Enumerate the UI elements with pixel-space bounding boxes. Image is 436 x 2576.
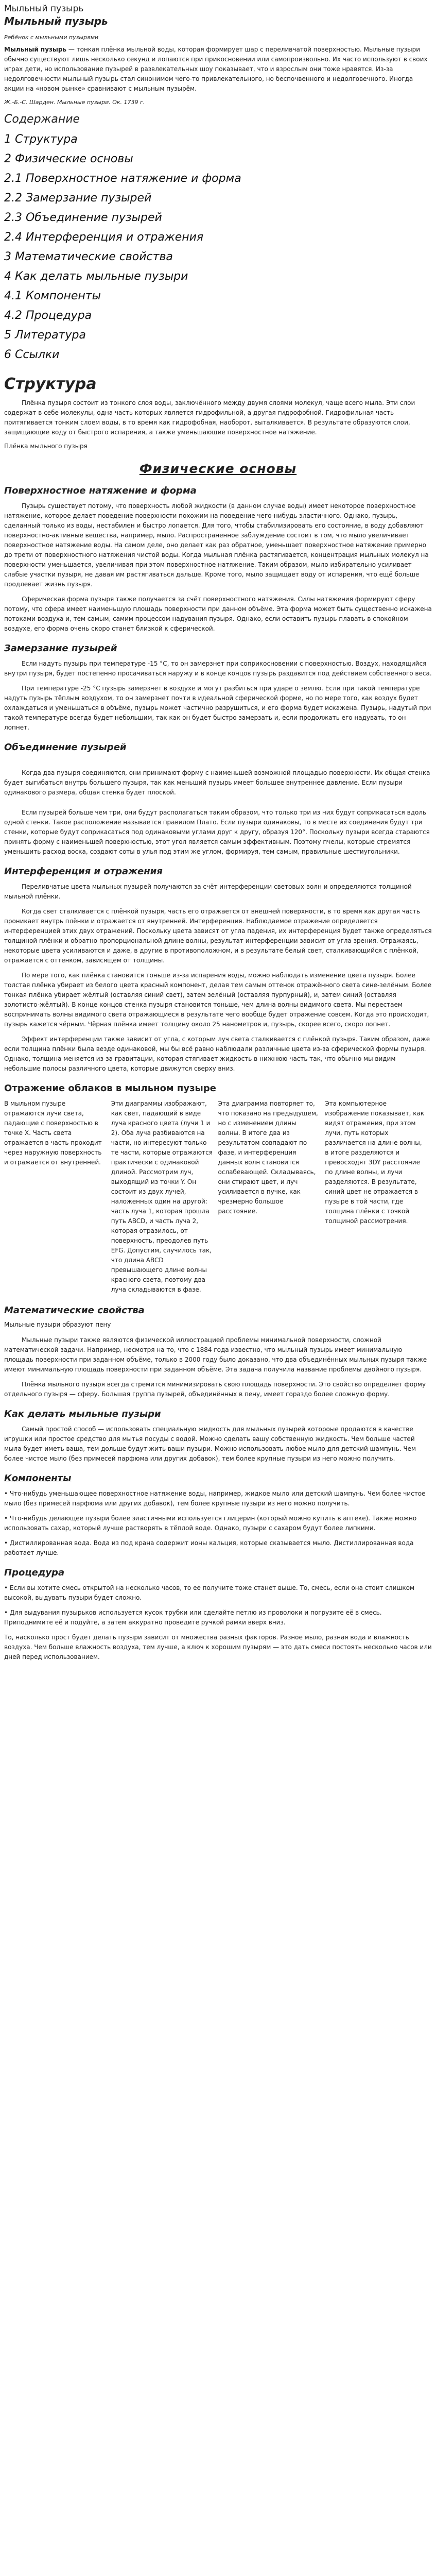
toc-item[interactable]: 4.1 Компоненты (4, 290, 101, 302)
subsection-freezing-heading: Замерзание пузырей (4, 643, 117, 654)
foam-caption: Мыльные пузыри образуют пену (4, 1321, 111, 1328)
toc-item[interactable]: 4 Как делать мыльные пузыри (4, 270, 188, 283)
image-source-caption: Ж.-Б.-С. Шарден. Мыльные пузыри. Ок. 1739 г. (4, 99, 145, 106)
math-paragraph-2: Плёнка мыльного пузыря всегда стремится минимизировать свою площадь поверхности. Это свойство определяет форму отдельного пузыря — сферу. Большая группа пузырей, объединённых в пену, имеет гораздо более сложную форму. (4, 1381, 426, 1398)
toc-title: Содержание (4, 113, 80, 126)
clouds-explanation-table (4, 1099, 432, 1295)
interference-paragraph-3: По мере того, как плёнка становится тоньше из-за испарения воды, можно наблюдать изменение цвета пузыря. Более толстая плёнка убирает из белого цвета красный компонент, делая тем самым оттенок отражённого света сине-зелёным. Более тонкая плёнка убирает жёлтый (оставляя синий свет), затем зелёный (оставляя пурпурный), и, затем синий (оставляя золотисто-жёлтый). В конце концов стенка пузыря становится тоньше, чем длина волны видимого света. Мы перестаем воспринимать волны видимого света отражающиеся в результате чего вообще будет отражение совсем. Когда это происходит, пузырь кажется чёрным. Чёрная плёнка имеет толщину около 25 нанометров и, пузырь, скорее всего, скоро лопнет. (4, 972, 432, 1028)
components-item: • Что-нибудь делающее пузыри более эластичными используется глицерин (который можно купить в аптеке). Также можно использовать сахар, который лучше растворять в тёплой воде. Однако, пузыри с сахаром будут более липкими. (4, 1515, 417, 1532)
procedure-paragraph: То, насколько прост будет делать пузыри зависит от множества разных факторов. Разное мыло, разная вода и влажность воздуха. Чем больше влажность воздуха, тем лучше, а ключ к хорошим пузырям — это дать смеси постоять несколько часов или дней перед использованием. (4, 1634, 432, 1660)
page-title: Мыльный пузырь (4, 15, 108, 27)
procedure-item: • Для выдувания пузырьков используется кусок трубки или сделайте петлю из проволоки и погрузите её в смесь. Приподнимите её и подуйте, а затем аккуратно проведите ручкой рамки вверх вниз. (4, 1609, 382, 1626)
interference-paragraph-4: Эффект интерференции также зависит от угла, с которым луч света сталкивается с плёнкой пузыря. Таким образом, даже если толщина плёнки была везде одинаковой, мы бы всё равно наблюдали различные цвета из-за сферической формы пузыря. Однако, толщина меняется из-за гравитации, которая стягивает жидкость в нижнюю часть так, что обычно мы видим небольшие полосы различного цвета, которые движутся сверху вниз. (4, 1036, 430, 1072)
toc-item[interactable]: 1 Структура (4, 133, 78, 146)
toc-item[interactable]: 2.1 Поверхностное натяжение и форма (4, 172, 241, 185)
intro-text: — тонкая плёнка мыльной воды, которая формирует шар с переливчатой поверхностью. Мыльные пузыри обычно существуют лишь несколько секунд и лопаются при прикосновении или самопроизвольно. Их часто используют в своих играх дети, но использование пузырей в развлекательных шоу показывает, что и взрослым они тоже нравятся. Из-за недолговечности мыльный пузырь стал синонимом чего-то привлекательного, но беспочвенного и недолговечного. Иногда акции на «новом рынке» сравнивают с мыльным пузырём. (4, 46, 428, 92)
toc-item[interactable]: 2.2 Замерзание пузырей (4, 192, 152, 205)
merging-paragraph-1: Когда два пузыря соединяются, они принимают форму с наименьшей возможной площадью поверхности. Их общая стенка будет выгибаться внутрь большего пузыря, так как меньший пузырь имеет большее внутреннее давление. Если пузыри одинакового размера, общая стенка будет плоской. (4, 769, 430, 796)
subsection-clouds-heading: Отражение облаков в мыльном пузыре (4, 1083, 216, 1094)
epigraph-caption: Ребёнок с мыльными пузырями (4, 34, 99, 41)
section-math-heading: Математические свойства (4, 1305, 145, 1316)
surface-paragraph-2: Сферическая форма пузыря также получается за счёт поверхностного натяжения. Силы натяжения формируют сферу потому, что сфера имеет наименьшую площадь поверхности при данном объёме. Эта форма может быть существенно искажена потоками воздуха и, тем самым, самим процессом надувания пузыря. Однако, если оставить пузырь плавать в спокойном воздухе, его форма очень скоро станет близкой к сферической. (4, 596, 432, 632)
intro-paragraph (4, 45, 432, 94)
math-paragraph-1: Мыльные пузыри также являются физической иллюстрацией проблемы минимальной поверхности, сложной математической задачи. Например, несмотря на то, что с 1884 года известно, что мыльный пузырь имеет минимальную площадь поверхности при заданном объёме, только в 2000 году было доказано, что два объединённых мыльных пузыря также имеют минимальную площадь поверхности при заданном объёме. Эта задача получила название проблемы двойного пузыря. (4, 1336, 427, 1373)
film-caption: Плёнка мыльного пузыря (4, 443, 88, 450)
document-tab-title: Мыльный пузырь (4, 4, 84, 14)
toc-item[interactable]: 4.2 Процедура (4, 309, 92, 322)
toc-item[interactable]: 2.3 Объединение пузырей (4, 211, 162, 224)
toc-item[interactable]: 3 Математические свойства (4, 250, 173, 263)
toc-item[interactable]: 6 Ссылки (4, 348, 60, 361)
clouds-column: Эти диаграммы изображают, как свет, падающий в виде луча красного цвета (лучи 1 и 2). Оба луча разбиваются на части, но интересуют только те части, которые отражаются практически с одинаковой длиной. Рассмотрим луч, выходящий из точки Y. Он состоит из двух лучей, наложенных один на другой: часть луча 1, которая прошла путь ABCD, и часть луча 2, которая отразилось, от поверхность, преодолев путь EFG. Допустим, случилось так, что длина ABCD превышающего длине волны красного света, поэтому два луча складываются в фазе. (111, 1100, 213, 1293)
table-of-contents (4, 130, 432, 365)
freezing-paragraph-1: Если надуть пузырь при температуре -15 °C, то он замерзнет при соприкосновении с поверхностью. Воздух, находящийся внутри пузыря, будет постепенно просачиваться наружу и в конце концов пузырь раздавится под действием собственного веса. (4, 660, 432, 677)
intro-term: Мыльный пузырь (4, 46, 67, 53)
interference-paragraph-2: Когда свет сталкивается с плёнкой пузыря, часть его отражается от внешней поверхности, в то время как другая часть проникает внутрь плёнки и отражается от внутренней. Интерференция. Наблюдаемое отражение определяется интерференцией этих двух отражений. Поскольку цвета зависят от угла падения, их интерференция будет также определяться толщиной плёнки и обратно пропорциональной длине волны, результат интерференции зависит от угла зрения. Отражаясь, некоторые цвета усиливаются и даже, в другие в противоположном, и в результате белый свет, сталкивающийся с плёнкой, отражается с оттенком, зависящем от толщины. (4, 908, 432, 964)
subsection-components-heading: Компоненты (4, 1473, 72, 1484)
procedure-item: • Если вы хотите смесь открытой на несколько часов, то ее получите тоже станет выше. То, смесь, если она стоит слишком высокой, выдувать пузыри будет сложно. (4, 1584, 415, 1601)
components-item: • Дистиллированная вода. Вода из под крана содержит ионы кальция, которые сказывается мыло. Дистиллированная вода работает лучше. (4, 1539, 414, 1556)
components-item: • Что-нибудь уменьшающее поверхностное натяжение воды, например, жидкое мыло или детский шампунь. Чем более чистое мыло (без примесей парфюма или других добавок), тем более крупные пузыри из него можно получить. (4, 1490, 426, 1507)
merging-paragraph-2: Если пузырей больше чем три, они будут располагаться таким образом, что только три из них будут соприкасаться вдоль одной стенки. Такое расположение называется правилом Плато. Если пузыри одинаковы, то в месте их соединения будут три стенки, которые будут соприкасаться под одинаковыми углами друг к другу, образуя 120°. Поскольку пузыри всегда стараются принять форму с наименьшей поверхностью, этот угол является самым эффективным. Поэтому пчелы, которые стремятся уменьшить расход воска, создают соты в улья под этим же углом, формируя, тем самым, правильные шестиугольники. (4, 809, 430, 855)
section-physics-heading: Физические основы (139, 461, 297, 476)
surface-paragraph-1: Пузырь существует потому, что поверхность любой жидкости (в данном случае воды) имеет некоторое поверхностное натяжение, которое делает поведение поверхности похожим на поведение чего-нибудь эластичного. Однако, пузырь, сделанный только из воды, нестабилен и быстро лопается. Для того, чтобы стабилизировать его состояние, в воду добавляют поверхностно-активные вещества, например, мыло. Распространенное заблуждение состоит в том, что мыло увеличивает поверхностное натяжение воды. На самом деле, оно делает как раз обратное, уменьшает поверхностное натяжение примерно до трети от поверхностного натяжения чистой воды. Когда мыльная плёнка растягивается, концентрация мыльных молекул на поверхности уменьшается, увеличивая при этом поверхностное натяжение. Таким образом, мыло избирательно усиливает слабые участки пузыря, не давая им растягиваться дальше. Кроме того, мыло защищает воду от испарения, что ещё больше продлевает жизнь пузыря. (4, 502, 429, 588)
clouds-column: Эта диаграмма повторяет то, что показано на предыдущем, но с изменением длины волны. В итоге два из результатом совпадают по фазе, и интерференция данных волн становится ослабевающей. Складываясь, они стирают цвет, и луч усиливается в пучке, как чрезмерно большое расстояние. (218, 1100, 318, 1215)
structure-paragraph: Плёнка пузыря состоит из тонкого слоя воды, заключённого между двумя слоями молекул, чаще всего мыла. Эти слои содержат в себе молекулы, одна часть которых является гидрофильной, а другая гидрофобной. Гидрофильная часть притягивается тонким слоем воды, в то время как гидрофобная, наоборот, выталкивается. В результате образуются слои, защищающие воду от быстрого испарения, а также уменьшающие поверхностное натяжение. (4, 399, 415, 436)
subsection-surface-heading: Поверхностное натяжение и форма (4, 485, 197, 496)
howto-paragraph: Самый простой способ — использовать специальную жидкость для мыльных пузырей котороые продаются в качестве игрушки или простое средство для мытья посуды с водой. Можно сделать вашу собственную жидкость. Чем больше частей мыла будет иметь ваша, тем дольше будут жить ваши пузыри. Можно использовать любое мыло для детский шампунь. Чем более чистое мыло (без примесей парфюма или других добавок), тем более крупные пузыри из него можно получить. (4, 1426, 416, 1462)
clouds-column: В мыльном пузыре отражаются лучи света, падающие с поверхностью в точке X. Часть света отражается в часть проходит через наружную поверхность и отражается от внутренней. (4, 1100, 102, 1166)
freezing-paragraph-2: При температуре -25 °C пузырь замерзнет в воздухе и могут разбиться при ударе о землю. Если при такой температуре надуть пузырь тёплым воздухом, то он замерзнет почти в идеальной сферической форме, но по мере того, как воздух будет охлаждаться и уменьшаться в объёме, пузырь может частично разрушиться, и его форма будет искажена. Пузырь, надутый при такой температуре всегда будет небольшим, так как он будет быстро замерзать и, если продолжать его надувать, то он лопнет. (4, 685, 431, 731)
subsection-procedure-heading: Процедура (4, 1567, 65, 1578)
subsection-interference-heading: Интерференция и отражения (4, 866, 163, 877)
section-howto-heading: Как делать мыльные пузыри (4, 1409, 161, 1419)
subsection-merging-heading: Объединение пузырей (4, 742, 127, 753)
clouds-column: Эта компьютерное изображение показывает, как видят отражения, при этом лучи, путь которых различается на длине волны, в итоге разделяются и превосходят 3DY расстояние по длине волны, и лучи разделяются. В результате, синий цвет не отражается в пузыре в той части, где толщина плёнки с точкой толщиной рассмотрения. (325, 1100, 425, 1225)
toc-item[interactable]: 2.4 Интерференция и отражения (4, 231, 204, 244)
interference-paragraph-1: Переливчатые цвета мыльных пузырей получаются за счёт интерференции световых волн и определяются толщиной мыльной плёнки. (4, 883, 412, 900)
toc-item[interactable]: 5 Литература (4, 329, 86, 342)
toc-item[interactable]: 2 Физические основы (4, 152, 133, 165)
section-structure-heading: Структура (4, 375, 97, 393)
